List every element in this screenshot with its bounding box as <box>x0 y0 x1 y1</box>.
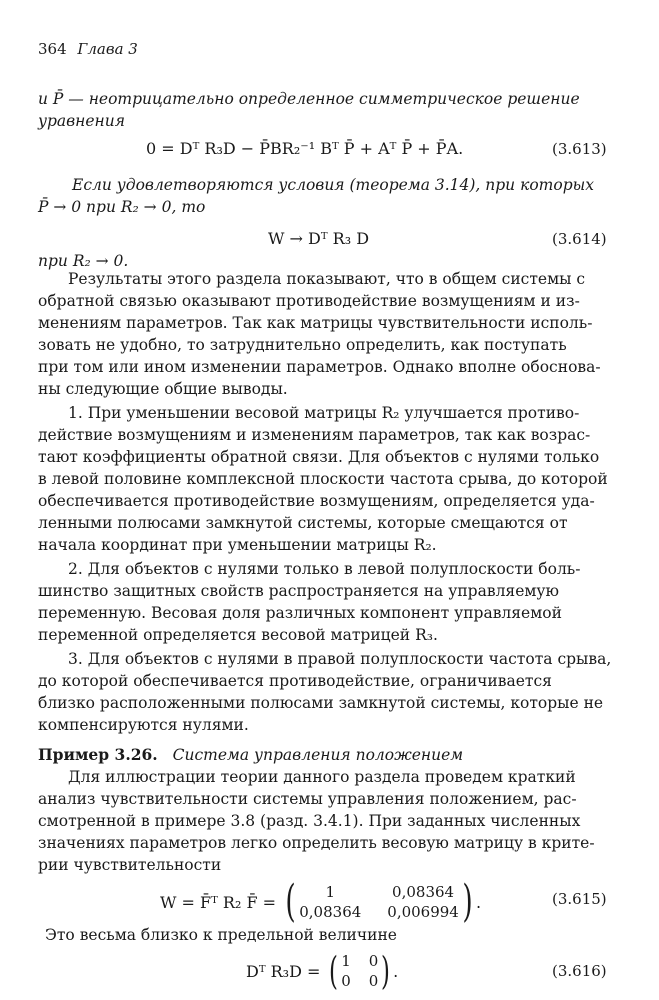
example-label: Пример 3.26. <box>38 745 158 764</box>
text-line: до которой обеспечивается противодействие, ограничивается <box>38 672 552 690</box>
matrix-cell: 1 <box>325 883 336 901</box>
text-line: в левой половине комплексной плоскости частота срыва, до которой <box>38 470 608 488</box>
matrix-cell: 1 <box>341 952 351 970</box>
text-line: 1. При уменьшении весовой матрицы R₂ улучшается противо- <box>68 404 580 422</box>
matrix-cell: 0,006994 <box>387 903 459 921</box>
text-line: значениях параметров легко определить весовую матрицу в крите- <box>38 834 595 852</box>
matrix-cell: 0,08364 <box>392 883 455 901</box>
intro-line-1: и P̄ — неотрицательно определенное симметрическое решение <box>38 90 580 108</box>
equation-end: . <box>476 892 482 912</box>
equation-number-3-614: (3.614) <box>552 230 607 248</box>
page-number: 364 <box>38 40 67 58</box>
text-line: анализ чувствительности системы управления положением, рас- <box>38 790 577 808</box>
matrix-cell: 0 <box>341 972 351 990</box>
page-header <box>38 40 138 58</box>
equation-number-3-616: (3.616) <box>552 962 607 980</box>
text-line: начала координат при уменьшении матрицы R₂. <box>38 536 437 554</box>
text-line: зовать не удобно, то затруднительно определить, как поступать <box>38 336 567 354</box>
text-line: рии чувствительности <box>38 856 222 874</box>
equation-lhs: Dᵀ R₃D = <box>246 961 321 981</box>
chapter-title: Глава 3 <box>77 40 138 58</box>
matrix-cell: 0 <box>368 972 379 990</box>
condition-line-2: P̄ → 0 при R₂ → 0, то <box>38 198 206 216</box>
text-line: 2. Для объектов с нулями только в левой полуплоскости боль- <box>68 560 581 578</box>
text-line: шинство защитных свойств распространяется на управляемую <box>38 582 560 600</box>
text-line: переменной определяется весовой матрицей R₃. <box>38 626 438 644</box>
text-line: ны следующие общие выводы. <box>38 380 288 398</box>
text-line: при том или ином изменении параметров. Однако вполне обоснова- <box>38 358 601 376</box>
equation-end: . <box>393 961 399 981</box>
equation-3-613: 0 = Dᵀ R₃D − P̄BR₂⁻¹ Bᵀ P̄ + Aᵀ P̄ + P̄A. <box>146 139 464 158</box>
text-line: ленными полюсами замкнутой системы, которые смещаются от <box>38 514 568 532</box>
example-heading <box>38 744 463 766</box>
closing-text: Это весьма близко к предельной величине <box>45 926 397 944</box>
matrix-cell: 0,08364 <box>299 903 362 921</box>
text-line: переменную. Весовая доля различных компонент управляемой <box>38 604 562 622</box>
matrix-w: ( 1 0,08364 0,08364 0,006994 ) <box>285 876 473 927</box>
text-line: действие возмущениям и изменениям параметров, так как возрас- <box>38 426 591 444</box>
equation-3-616 <box>246 949 399 993</box>
text-line: обеспечивается противодействие возмущениям, определяется уда- <box>38 492 595 510</box>
matrix-drd: ( 1 0 0 0 ) <box>329 949 391 993</box>
text-line: компенсируются нулями. <box>38 716 249 734</box>
text-line: обратной связью оказывают противодействие возмущениям и из- <box>38 292 580 310</box>
text-line: менениям параметров. Так как матрицы чувствительности исполь- <box>38 314 593 332</box>
matrix-cell: 0 <box>368 952 379 970</box>
equation-number-3-615: (3.615) <box>552 890 607 908</box>
equation-3-614: W → Dᵀ R₃ D <box>268 229 370 248</box>
text-line: смотренной в примере 3.8 (разд. 3.4.1). При заданных численных <box>38 812 581 830</box>
text-line: близко расположенными полюсами замкнутой системы, которые не <box>38 694 604 712</box>
text-line: Для иллюстрации теории данного раздела проведем краткий <box>68 768 576 786</box>
equation-number-3-613: (3.613) <box>552 140 607 158</box>
equation-lhs: W = F̄ᵀ R₂ F̄ = <box>160 892 277 912</box>
condition-end: при R₂ → 0. <box>38 252 129 270</box>
intro-line-2: уравнения <box>38 112 126 130</box>
text-line: тают коэффициенты обратной связи. Для объектов с нулями только <box>38 448 600 466</box>
equation-3-615 <box>160 876 482 927</box>
text-line: Результаты этого раздела показывают, что в общем системы с <box>68 270 586 288</box>
text-line: 3. Для объектов с нулями в правой полуплоскости частота срыва, <box>68 650 612 668</box>
condition-line-1: Если удовлетворяются условия (теорема 3.14), при которых <box>72 176 594 194</box>
example-title: Система управления положением <box>172 746 464 764</box>
